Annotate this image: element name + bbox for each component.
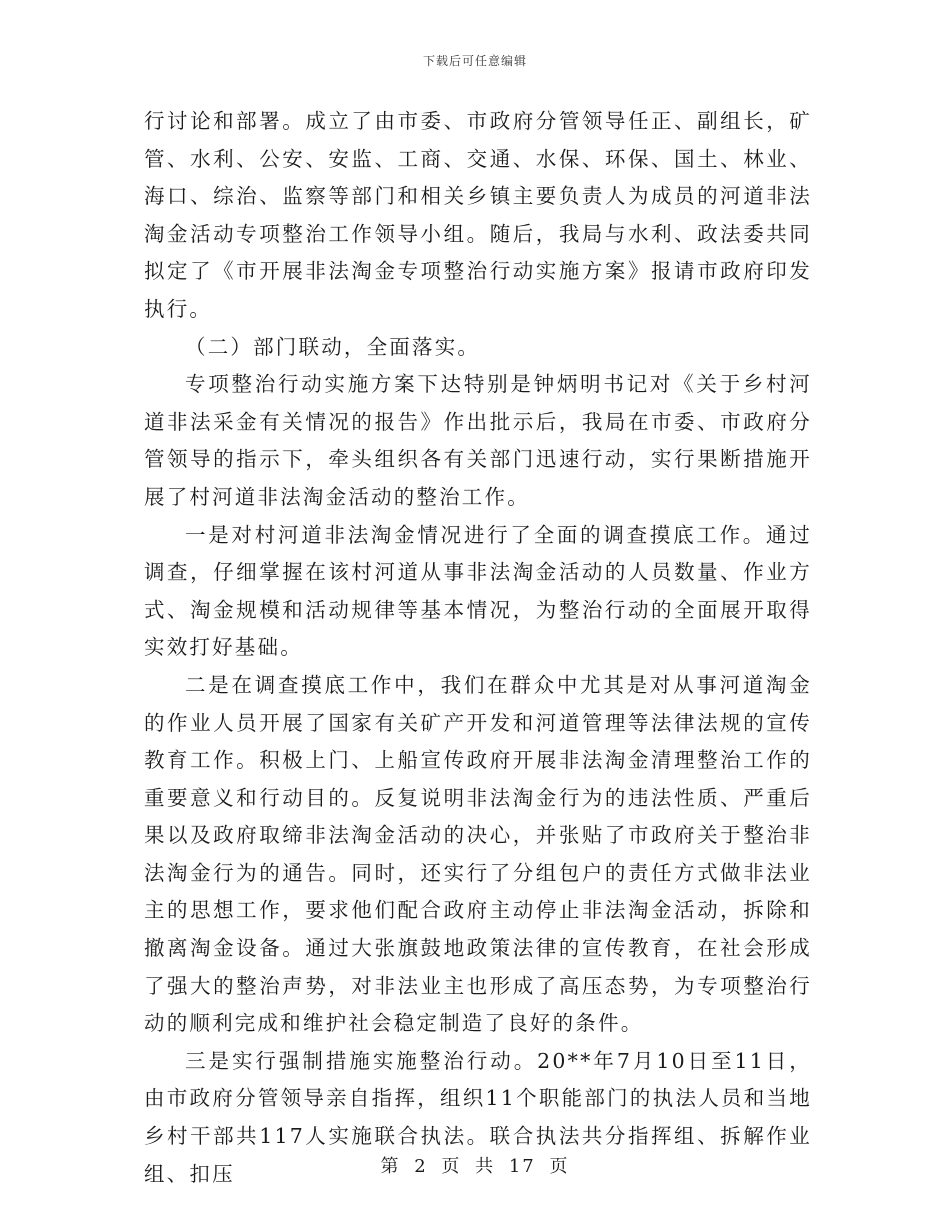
section-heading: （二）部门联动，全面落实。 bbox=[185, 334, 481, 359]
paragraph-implementation: 专项整治行动实施方案下达特别是钟炳明书记对《关于乡村河道非法采金有关情况的报告》作出批示后，我局在市委、市政府分管领导的指示下，牵头组织各有关部门迅速行动，实行果断措施开展了村河道非法淘金活动的整治工作。 bbox=[144, 372, 812, 509]
page-number: 第 2 页 共 17 页 bbox=[380, 1156, 570, 1177]
paragraph-enforcement: 三是实行强制措施实施整治行动。20**年7月10日至11日，由市政府分管领导亲自指挥，组织11个职能部门的执法人员和当地乡村干部共117人实施联合执法。联合执法共分指挥组、拆解作业组、扣压 bbox=[144, 1048, 812, 1186]
document-body bbox=[144, 103, 812, 1193]
page-header-note: 下载后可任意编辑 bbox=[422, 54, 527, 68]
paragraph-education: 二是在调查摸底工作中，我们在群众中尤其是对从事河道淘金的作业人员开展了国家有关矿产开发和河道管理等法律法规的宣传教育工作。积极上门、上船宣传政府开展非法淘金清理整治工作的重要意义和行动目的。反复说明非法淘金行为的违法性质、严重后果以及政府取缔非法淘金活动的决心，并张贴了市政府关于整治非法淘金行为的通告。同时，还实行了分组包户的责任方式做非法业主的思想工作，要求他们配合政府主动停止非法淘金活动，拆除和撤离淘金设备。通过大张旗鼓地政策法律的宣传教育，在社会形成了强大的整治声势，对非法业主也形成了高压态势，为专项整治行动的顺利完成和维护社会稳定制造了良好的条件。 bbox=[144, 672, 812, 1036]
paragraph-survey: 一是对村河道非法淘金情况进行了全面的调查摸底工作。通过调查，仔细掌握在该村河道从事非法淘金活动的人员数量、作业方式、淘金规模和活动规律等基本情况，为整治行动的全面展开取得实效打好基础。 bbox=[144, 522, 812, 660]
paragraph-continuation: 行讨论和部署。成立了由市委、市政府分管领导任正、副组长，矿管、水利、公安、安监、工商、交通、水保、环保、国土、林业、海口、综治、监察等部门和相关乡镇主要负责人为成员的河道非法淘金活动专项整治工作领导小组。随后，我局与水利、政法委共同拟定了《市开展非法淘金专项整治行动实施方案》报请市政府印发执行。 bbox=[144, 109, 812, 321]
